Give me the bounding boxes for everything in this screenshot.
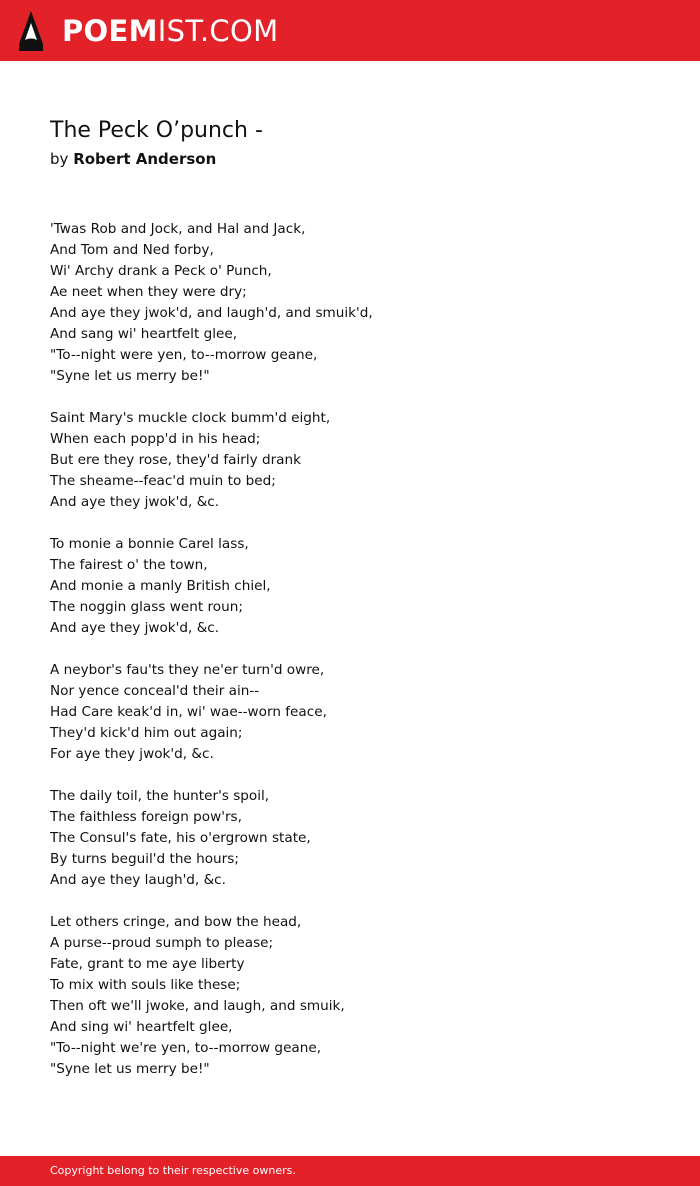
brand-name-bold: POEM	[62, 14, 158, 48]
site-logo[interactable]	[18, 9, 278, 53]
footer-bar	[0, 1156, 700, 1186]
poem-line: And sing wi' heartfelt glee,	[50, 1019, 233, 1035]
poem-line: Let others cringe, and bow the head,	[50, 914, 302, 930]
poem-line: "To--night we're yen, to--morrow geane,	[50, 1040, 322, 1056]
poem-line: They'd kick'd him out again;	[50, 725, 243, 741]
poem-line: "Syne let us merry be!"	[50, 1061, 210, 1077]
poem-line: The noggin glass went roun;	[50, 599, 243, 615]
brand-name-light: IST.COM	[157, 14, 279, 48]
pencil-tip-icon	[18, 10, 44, 52]
poem-line: Wi' Archy drank a Peck o' Punch,	[50, 263, 272, 279]
top-bar	[0, 0, 700, 61]
poem-line: For aye they jwok'd, &c.	[50, 746, 214, 762]
poem-line: "Syne let us merry be!"	[50, 368, 210, 384]
stanza	[50, 660, 650, 765]
poem-line: By turns beguil'd the hours;	[50, 851, 239, 867]
author-name: Robert Anderson	[73, 150, 217, 168]
poem-line: Ae neet when they were dry;	[50, 284, 247, 300]
poem-line: "To--night were yen, to--morrow geane,	[50, 347, 318, 363]
poem-body	[50, 219, 650, 1080]
poem-line: And aye they laugh'd, &c.	[50, 872, 226, 888]
poem-line: And aye they jwok'd, and laugh'd, and smuik'd,	[50, 305, 373, 321]
stanza	[50, 912, 650, 1080]
poem-line: To mix with souls like these;	[50, 977, 241, 993]
byline	[50, 148, 650, 170]
poem-title: The Peck O’punch -	[50, 118, 263, 143]
poem-line: To monie a bonnie Carel lass,	[50, 536, 249, 552]
poem-line: 'Twas Rob and Jock, and Hal and Jack,	[50, 221, 306, 237]
stanza	[50, 219, 650, 387]
poem-line: Fate, grant to me aye liberty	[50, 956, 245, 972]
poem-line: And aye they jwok'd, &c.	[50, 494, 220, 510]
copyright-notice: Copyright belong to their respective owners.	[50, 1164, 296, 1177]
poem-line: When each popp'd in his head;	[50, 431, 261, 447]
poem-line: But ere they rose, they'd fairly drank	[50, 452, 301, 468]
poem-line: The daily toil, the hunter's spoil,	[50, 788, 270, 804]
poem-line: Then oft we'll jwoke, and laugh, and smuik,	[50, 998, 345, 1014]
stanza	[50, 534, 650, 639]
by-label: by	[50, 150, 69, 168]
poem-line: The faithless foreign pow'rs,	[50, 809, 242, 825]
poem-line: Saint Mary's muckle clock bumm'd eight,	[50, 410, 331, 426]
poem-line: Nor yence conceal'd their ain--	[50, 683, 260, 699]
poem-line: And monie a manly British chiel,	[50, 578, 271, 594]
poem-content	[50, 114, 650, 1101]
poem-line: The sheame--feac'd muin to bed;	[50, 473, 276, 489]
poem-line: And Tom and Ned forby,	[50, 242, 214, 258]
poem-line: A purse--proud sumph to please;	[50, 935, 274, 951]
poem-line: And aye they jwok'd, &c.	[50, 620, 220, 636]
stanza	[50, 408, 650, 513]
poem-line: Had Care keak'd in, wi' wae--worn feace,	[50, 704, 327, 720]
brand-name	[62, 9, 278, 53]
poem-line: And sang wi' heartfelt glee,	[50, 326, 238, 342]
stanza	[50, 786, 650, 891]
poem-line: The fairest o' the town,	[50, 557, 208, 573]
poem-line: The Consul's fate, his o'ergrown state,	[50, 830, 311, 846]
poem-line: A neybor's fau'ts they ne'er turn'd owre,	[50, 662, 325, 678]
